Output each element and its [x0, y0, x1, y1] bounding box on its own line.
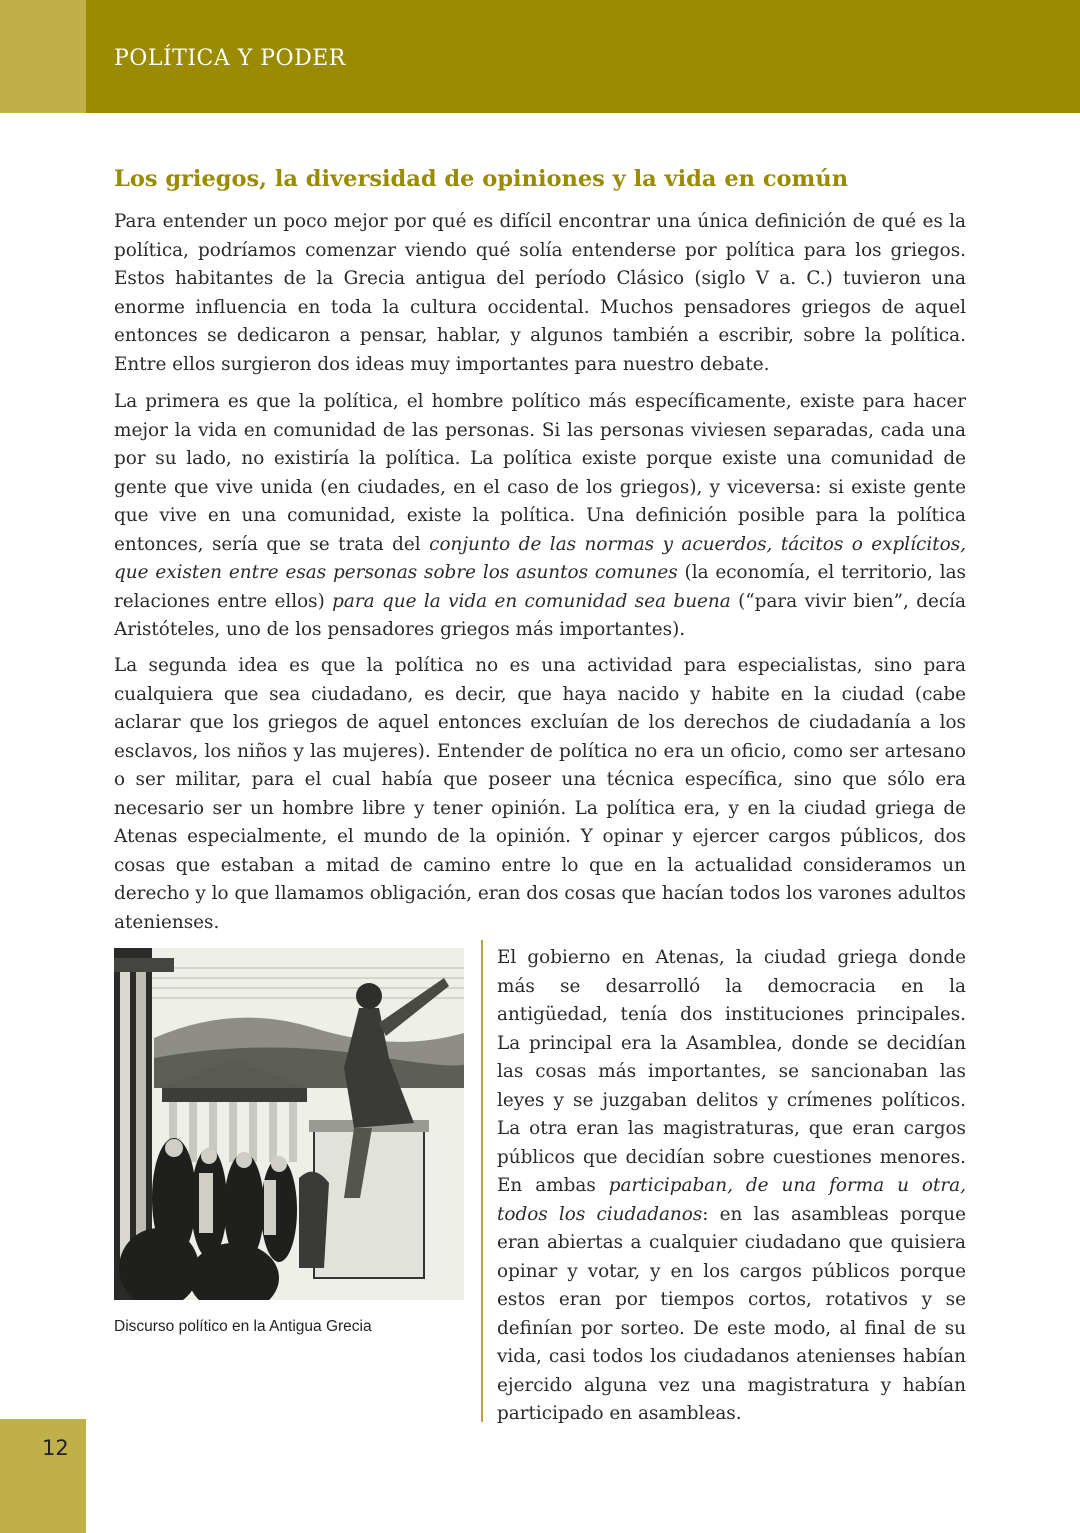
section-heading: Los griegos, la diversidad de opiniones y la vida en común — [114, 166, 849, 192]
figure-caption: Discurso político en la Antigua Grecia — [114, 1318, 372, 1335]
paragraph-4 — [497, 944, 966, 1429]
header-side-tab — [0, 0, 86, 113]
engraving-image — [114, 948, 464, 1300]
paragraph-2 — [114, 388, 966, 645]
column-divider — [481, 940, 483, 1422]
header-title: POLÍTICA Y PODER — [114, 46, 346, 71]
paragraph-2-text-b: (la economía, el territorio, las relaciones entre ellos) — [114, 562, 966, 612]
paragraph-2-emphasis-a: conjunto de las normas y acuerdos, tácitos o explícitos, que existen entre esas personas sobre los asuntos comunes — [114, 533, 966, 583]
page-number: 12 — [42, 1436, 69, 1460]
paragraph-4-emphasis: participaban, de una forma u otra, todos los ciudadanos — [497, 1175, 966, 1225]
illustration-greek-speech — [114, 948, 464, 1300]
paragraph-2-text-a: La primera es que la política, el hombre político más específicamente, existe para hacer mejor la vida en comunidad de las personas. Si las personas viviesen separadas, cada una por su lado, no existiría la política. La política existe porque existe una comunidad de gente que vive unida (en ciudades, en el caso de los griegos), y viceversa: si existe gente que vive en una comunidad, existe la política. Una definición posible para la política entonces, sería que se trata del — [114, 391, 966, 555]
paragraph-3: La segunda idea es que la política no es una actividad para especialistas, sino para cualquiera que sea ciudadano, es decir, que haya nacido y habite en la ciudad (cabe aclarar que los griegos de aquel entonces excluían de los derechos de ciudadanía a los esclavos, los niños y las mujeres). Entender de política no era un oficio, como ser artesano o ser militar, para el cual había que poseer una técnica específica, sino que sólo era necesario ser un hombre libre y tener opinión. La política era, y en la ciudad griega de Atenas especialmente, el mundo de la opinión. Y opinar y ejercer cargos públicos, dos cosas que estaban a mitad de camino entre lo que en la actualidad consideramos un derecho y lo que llamamos obligación, eran dos cosas que hacían todos los varones adultos atenienses. — [114, 655, 966, 933]
paragraph-4-text-b: : en las asambleas porque eran abiertas a cualquier ciudadano que quisiera opinar y votar, y en los cargos públicos porque estos eran por tiempos cortos, rotativos y se definían por sorteo. De este modo, al final de su vida, casi todos los ciudadanos atenienses habían ejercido alguna vez una magistratura y habían participado en asambleas. — [497, 1203, 966, 1424]
paragraph-4-text-a: El gobierno en Atenas, la ciudad griega donde más se desarrolló la democracia en la antigüedad, tenía dos instituciones principales. La principal era la Asamblea, donde se decidían las cosas más importantes, se sancionaban las leyes y se juzgaban delitos y crímenes políticos. La otra eran las magistraturas, que eran cargos públicos que decidían sobre cuestiones menores. En ambas — [497, 947, 966, 1196]
paragraph-1: Para entender un poco mejor por qué es difícil encontrar una única definición de qué es la política, podríamos comenzar viendo qué solía entenderse por política para los griegos. Estos habitantes de la Grecia antigua del período Clásico (siglo V a. C.) tuvieron una enorme influencia en toda la cultura occidental. Muchos pensadores griegos de aquel entonces se dedicaron a pensar, hablar, y algunos también a escribir, sobre la política. Entre ellos surgieron dos ideas muy importantes para nuestro debate. — [114, 211, 966, 375]
paragraph-2-emphasis-b: para que la vida en comunidad sea buena — [332, 590, 731, 612]
paragraph-2-text-c: (“para vivir bien”, decía Aristóteles, uno de los pensadores griegos más importantes). — [114, 590, 967, 640]
